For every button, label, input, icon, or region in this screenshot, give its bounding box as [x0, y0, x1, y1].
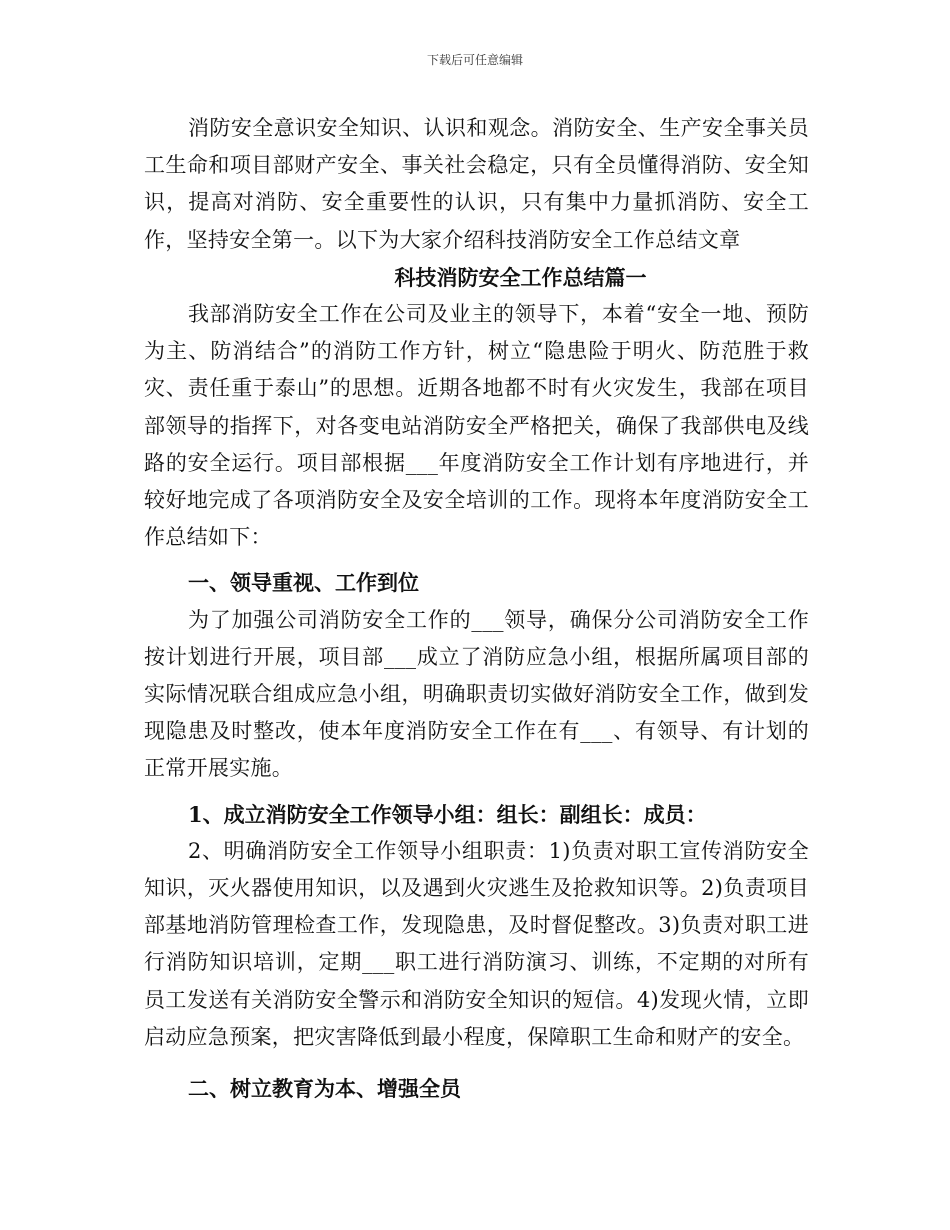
intro-paragraph: 消防安全意识安全知识、认识和观念。消防安全、生产安全事关员工生命和项目部财产安全、事关社会稳定，只有全员懂得消防、安全知识，提高对消防、安全重要性的认识，只有集中力量抓消防、安全工作，坚持安全第一。以下为大家介绍科技消防安全工作总结文章	[144, 116, 809, 252]
body-paragraph-3: 2、明确消防安全工作领导小组职责：1)负责对职工宣传消防安全知识，灭火器使用知识，以及遇到火灾逃生及抢救知识等。2)负责项目部基地消防管理检查工作，发现隐患，及时督促整改。3)负责对职工进行消防知识培训，定期___职工进行消防演习、训练，不定期的对所有员工发送有关消防安全警示和消防安全知识的短信。4)发现火情，立即启动应急预案，把灾害降低到最小程度，保障职工生命和财产的安全。	[144, 838, 809, 1049]
page-header: 下载后可任意编辑	[426, 53, 523, 67]
body-paragraph-2: 为了加强公司消防安全工作的___领导，确保分公司消防安全工作按计划进行开展，项目部___成立了消防应急小组，根据所属项目部的实际情况联合组成应急小组，明确职责切实做好消防安全工作，做到发现隐患及时整改，使本年度消防安全工作在有___、有领导、有计划的正常开展实施。	[144, 607, 809, 781]
document-body	[144, 110, 809, 1107]
section-heading-2: 1、成立消防安全工作领导小组：组长：副组长：成员：	[188, 801, 707, 827]
section-heading-3: 二、树立教育为本、增强全员	[188, 1076, 461, 1102]
section-heading-1: 一、领导重视、工作到位	[188, 570, 419, 596]
body-paragraph-1: 我部消防安全工作在公司及业主的领导下，本着“安全一地、预防为主、防消结合”的消防工作方针，树立“隐患险于明火、防范胜于救灾、责任重于泰山”的思想。近期各地都不时有火灾发生，我部在项目部领导的指挥下，对各变电站消防安全严格把关，确保了我部供电及线路的安全运行。项目部根据___年度消防安全工作计划有序地进行，并较好地完成了各项消防安全及安全培训的工作。现将本年度消防安全工作总结如下：	[144, 302, 809, 550]
document-title: 科技消防安全工作总结篇一	[394, 264, 647, 290]
